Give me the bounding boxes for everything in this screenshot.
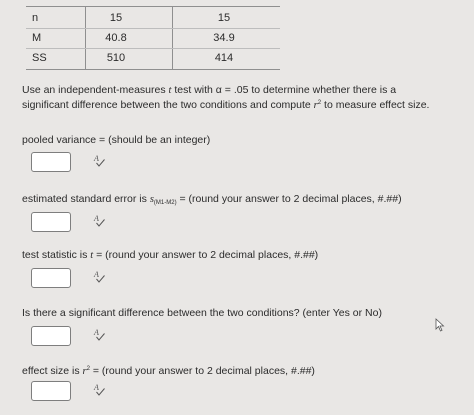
pooled-variance-input[interactable] xyxy=(31,152,71,172)
group1-value: 40.8 xyxy=(105,32,127,44)
spellcheck-icon[interactable]: A xyxy=(94,330,108,342)
group2-value: 34.9 xyxy=(213,32,235,44)
spellcheck-icon[interactable]: A xyxy=(94,385,108,397)
data-table xyxy=(26,6,280,70)
t-symbol: t xyxy=(168,85,172,96)
table-row xyxy=(26,48,280,68)
row-label: M xyxy=(32,32,42,44)
superscript: 2 xyxy=(86,366,90,372)
group2-value: 414 xyxy=(214,52,234,64)
table-row xyxy=(26,28,280,48)
question-effect-size xyxy=(22,363,315,378)
table-row xyxy=(26,8,280,28)
question-standard-error xyxy=(22,193,402,210)
row-label: n xyxy=(32,12,39,24)
instructions-text: test with α = .05 to determine whether there is a significant difference between the two conditions and compute xyxy=(22,84,397,111)
check-mark xyxy=(96,388,105,396)
instructions-text: Use an independent-measures xyxy=(22,84,169,96)
question-text: = (round your answer to 2 decimal places, #.##) xyxy=(176,193,402,205)
spellcheck-icon[interactable]: A xyxy=(94,216,108,228)
effect-size-input[interactable] xyxy=(31,381,71,401)
question-significance: Is there a significant difference between the two conditions? (enter Yes or No) xyxy=(22,307,382,319)
t-symbol: t xyxy=(90,250,94,261)
row-label: SS xyxy=(32,52,47,64)
question-text: effect size is xyxy=(22,365,83,377)
check-mark xyxy=(96,333,105,341)
r-symbol: r xyxy=(313,100,318,111)
r-symbol: r xyxy=(82,366,87,377)
group1-value: 510 xyxy=(106,52,126,64)
s-symbol: s xyxy=(149,194,154,205)
question-text: = (round your answer to 2 decimal places, #.##) xyxy=(89,365,315,377)
question-text: estimated standard error is xyxy=(22,193,150,205)
mouse-pointer-icon xyxy=(435,318,445,332)
question-text: = (round your answer to 2 decimal places, #.##) xyxy=(93,249,319,261)
test-statistic-input[interactable] xyxy=(31,268,71,288)
standard-error-input[interactable] xyxy=(31,212,71,232)
instructions-text: to measure effect size. xyxy=(321,99,430,111)
group2-value: 15 xyxy=(217,12,231,24)
check-mark xyxy=(96,159,105,167)
question-test-statistic xyxy=(22,249,318,262)
spellcheck-icon[interactable]: A xyxy=(94,272,108,284)
group1-value: 15 xyxy=(109,12,123,24)
spellcheck-icon[interactable]: A xyxy=(94,156,108,168)
subscript: (M1-M2) xyxy=(153,200,177,206)
question-pooled-variance: pooled variance = (should be an integer) xyxy=(22,134,211,146)
question-text: test statistic is xyxy=(22,249,91,261)
instructions xyxy=(22,84,442,112)
superscript: 2 xyxy=(317,100,322,106)
significance-input[interactable] xyxy=(31,326,71,346)
check-mark xyxy=(96,219,105,227)
check-mark xyxy=(96,275,105,283)
